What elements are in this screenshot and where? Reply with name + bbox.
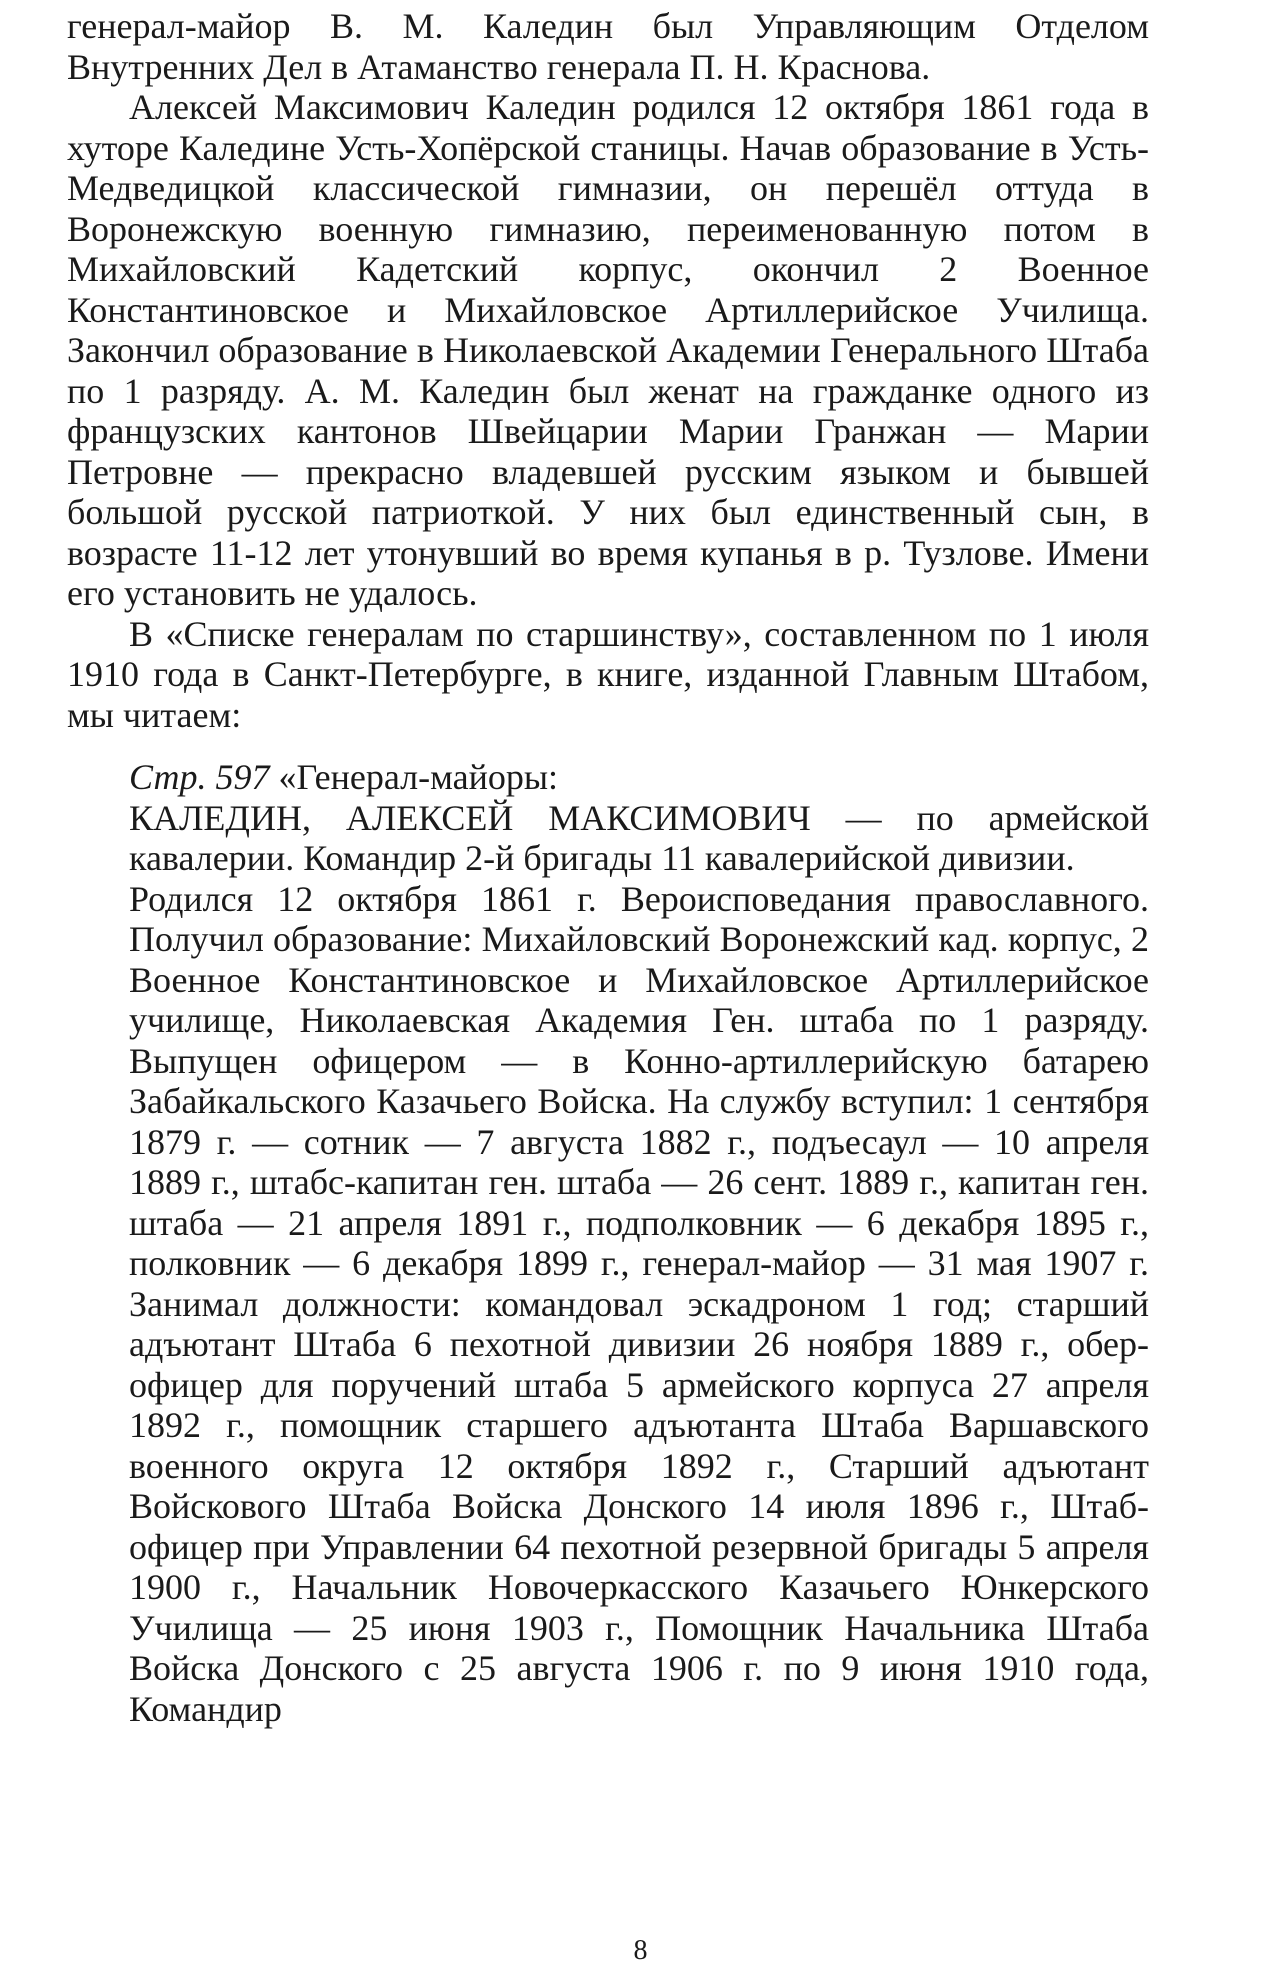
quote-heading: «Генерал-майоры:	[278, 757, 559, 797]
quoted-record	[129, 757, 1149, 1729]
paragraph-continuation: генерал-майор В. М. Каледин был Управляющим Отделом Внутренних Дел в Атаманство генерала П. Н. Краснова.	[67, 6, 1149, 87]
quote-details: Родился 12 октября 1861 г. Вероисповедания православного. Получил образование: Михайловский Воронежский кад. корпус, 2 Военное Константиновское и Михайловское Артиллерийское училище, Николаевская Академия Ген. штаба по 1 разряду. Выпущен офицером — в Конно-артиллерийскую батарею Забайкальского Казачьего Войска. На службу вступил: 1 сентября 1879 г. — сотник — 7 августа 1882 г., подъесаул — 10 апреля 1889 г., штабс-капитан ген. штаба — 26 сент. 1889 г., капитан ген. штаба — 21 апреля 1891 г., подполковник — 6 декабря 1895 г., полковник — 6 декабря 1899 г., генерал-майор — 31 мая 1907 г. Занимал должности: командовал эскадроном 1 год; старший адъютант Штаба 6 пехотной дивизии 26 ноября 1889 г., обер-офицер для поручений штаба 5 армейского корпуса 27 апреля 1892 г., помощник старшего адъютанта Штаба Варшавского военного округа 12 октября 1892 г., Старший адъютант Войскового Штаба Войска Донского 14 июля 1896 г., Штаб-офицер при Управлении 64 пехотной резервной бригады 5 апреля 1900 г., Начальник Новочеркасского Казачьего Юнкерского Училища — 25 июня 1903 г., Помощник Начальника Штаба Войска Донского с 25 августа 1906 г. по 9 июня 1910 года, Командир	[129, 878, 1149, 1729]
paragraph-biography: Алексей Максимович Каледин родился 12 октября 1861 года в хуторе Каледине Усть-Хопёрской станицы. Начав образование в Усть-Медведицкой классической гимназии, он перешёл оттуда в Воронежскую военную гимназию, переименованную потом в Михайловский Кадетский корпус, окончил 2 Военное Константиновское и Михайловское Артиллерийское Училища. Закончил образование в Николаевской Академии Генерального Штаба по 1 разряду. А. М. Каледин был женат на гражданке одного из французских кантонов Швейцарии Марии Гранжан — Марии Петровне — прекрасно владевшей русским языком и бывшей большой русской патриоткой. У них был единственный сын, в возрасте 11-12 лет утонувший во время купанья в р. Тузлове. Имени его установить не удалось.	[67, 87, 1149, 613]
paragraph-source-intro: В «Списке генералам по старшинству», составленном по 1 июля 1910 года в Санкт-Петербурге, в книге, изданной Главным Штабом, мы читаем:	[67, 613, 1149, 735]
quote-entry: КАЛЕДИН, АЛЕКСЕЙ МАКСИМОВИЧ — по армейской кавалерии. Командир 2-й бригады 11 кавалерийской дивизии.	[129, 797, 1149, 878]
quote-header-line	[129, 757, 1149, 798]
page-number: 8	[633, 1935, 648, 1966]
quote-page-reference: Стр. 597	[129, 757, 270, 797]
